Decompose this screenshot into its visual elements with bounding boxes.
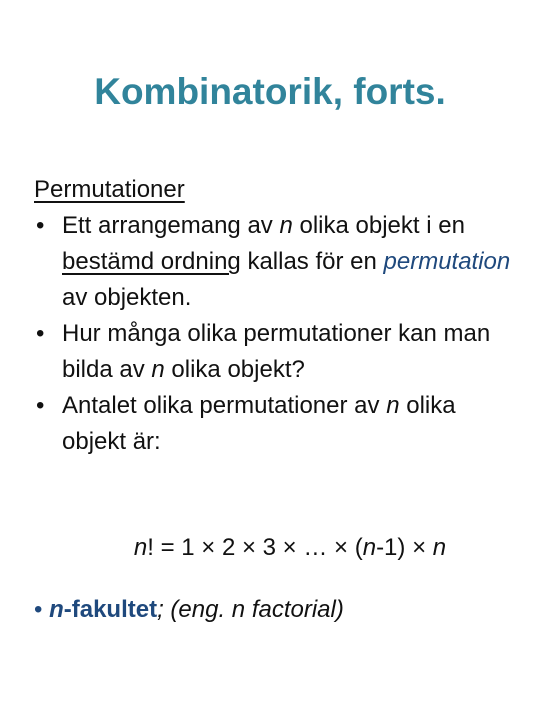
bullet-item	[34, 208, 524, 316]
slide-title: Kombinatorik, forts.	[94, 71, 446, 112]
english-translation: ; (eng. n factorial)	[157, 596, 344, 623]
bullet-text: olika objekt är:	[62, 392, 456, 455]
bullet-dot: •	[34, 596, 43, 623]
bullet-dot: •	[36, 212, 45, 239]
variable-n: n	[386, 392, 400, 419]
slide-body	[34, 172, 524, 460]
bullet-text: av objekten.	[62, 284, 192, 311]
term-permutation: permutation	[383, 248, 511, 275]
bullet-text: olika objekt?	[164, 356, 305, 383]
bullet-text: kallas för en	[240, 248, 384, 275]
variable-n: n	[279, 212, 293, 239]
bullet-dot: •	[36, 392, 45, 419]
variable-n: n	[133, 534, 148, 561]
variable-n: n	[49, 596, 64, 623]
bullet-text: Antalet olika permutationer av	[62, 392, 387, 419]
bullet-item	[34, 388, 524, 460]
keyword-fakultet: -fakultet	[63, 596, 158, 623]
factorial-formula	[0, 530, 540, 566]
formula-text: -1) ×	[376, 534, 433, 561]
bullet-text: Ett arrangemang av	[62, 212, 280, 239]
underlined-phrase: bestämd ordning	[62, 248, 241, 275]
variable-n: n	[432, 534, 447, 561]
variable-n: n	[362, 534, 377, 561]
section-heading: Permutationer	[34, 176, 185, 203]
bullet-item	[34, 316, 524, 388]
formula-text: ! = 1 × 2 × 3 × … × (	[147, 534, 363, 561]
variable-n: n	[151, 356, 165, 383]
bullet-text: Hur många olika permutationer kan man bilda av	[62, 320, 491, 383]
bullet-text: olika objekt i en	[292, 212, 465, 239]
bullet-item-factorial	[34, 592, 524, 628]
bullet-dot: •	[36, 320, 45, 347]
